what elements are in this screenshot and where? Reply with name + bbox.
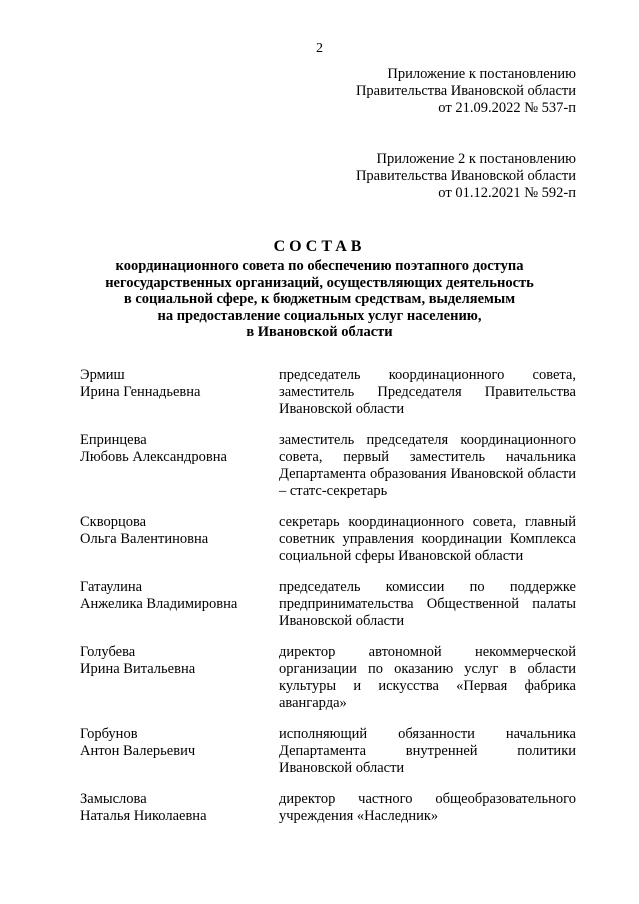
- member-role: председатель комиссии по поддержке предпринимательства Общественной палаты Ивановской области: [279, 579, 576, 629]
- title-main: СОСТАВ: [273, 238, 366, 255]
- title-line: координационного совета по обеспечению поэтапного доступа: [115, 258, 524, 274]
- member-given-name: Ирина Витальевна: [80, 661, 196, 677]
- member-given-name: Наталья Николаевна: [80, 808, 207, 824]
- appendix-line: Приложение 2 к постановлению: [376, 151, 576, 167]
- appendix-header-current: [356, 66, 576, 117]
- member-surname: Эрмиш: [80, 367, 125, 383]
- member-row: [80, 432, 576, 500]
- member-role: исполняющий обязанности начальника Департамента внутренней политики Ивановской области: [279, 726, 576, 776]
- member-name: [80, 367, 270, 418]
- member-given-name: Антон Валерьевич: [80, 743, 196, 759]
- member-surname: Горбунов: [80, 726, 138, 742]
- member-surname: Замыслова: [80, 791, 147, 807]
- member-given-name: Анжелика Владимировна: [80, 596, 238, 612]
- member-given-name: Ольга Валентиновна: [80, 531, 209, 547]
- member-name: [80, 726, 270, 777]
- member-given-name: Любовь Александровна: [80, 449, 227, 465]
- member-row: [80, 726, 576, 777]
- appendix-line: Приложение к постановлению: [387, 66, 576, 82]
- member-surname: Епринцева: [80, 432, 147, 448]
- member-name: [80, 579, 270, 630]
- member-role: заместитель председателя координационного совета, первый заместитель начальника Департамента образования Ивановской области – статс-секретарь: [279, 432, 576, 499]
- member-row: [80, 644, 576, 712]
- title-line: в Ивановской области: [246, 324, 393, 341]
- member-surname: Скворцова: [80, 514, 147, 530]
- appendix-line: Правительства Ивановской области: [355, 83, 576, 99]
- member-role: директор автономной некоммерческой организации по оказанию услуг в области культуры и искусства «Первая фабрика авангарда»: [279, 644, 576, 711]
- appendix-line: от 21.09.2022 № 537-п: [438, 100, 576, 116]
- title-line: негосударственных организаций, осуществляющих деятельность: [105, 274, 534, 291]
- appendix-line: Правительства Ивановской области: [355, 168, 576, 184]
- member-role: секретарь координационного совета, главный советник управления координации Комплекса социальной сферы Ивановской области: [279, 514, 576, 564]
- appendix-header-original: [356, 151, 576, 202]
- page-number: 2: [316, 41, 323, 56]
- member-name: [80, 432, 270, 500]
- member-row: [80, 579, 576, 630]
- member-role: директор частного общеобразовательного учреждения «Наследник»: [279, 791, 576, 824]
- appendix-line: от 01.12.2021 № 592-п: [438, 185, 576, 201]
- member-role: председатель координационного совета, заместитель Председателя Правительства Ивановской области: [279, 367, 576, 417]
- member-row: [80, 367, 576, 418]
- title-line: на предоставление социальных услуг населению,: [157, 307, 482, 324]
- member-row: [80, 791, 576, 825]
- member-name: [80, 514, 270, 565]
- member-name: [80, 644, 270, 712]
- document-title: [0, 237, 639, 341]
- council-members-list: [80, 367, 576, 825]
- member-row: [80, 514, 576, 565]
- member-surname: Гатаулина: [80, 579, 143, 595]
- member-given-name: Ирина Геннадьевна: [80, 384, 201, 400]
- member-name: [80, 791, 270, 825]
- title-line: в социальной сфере, к бюджетным средствам, выделяемым: [123, 291, 516, 308]
- member-surname: Голубева: [80, 644, 136, 660]
